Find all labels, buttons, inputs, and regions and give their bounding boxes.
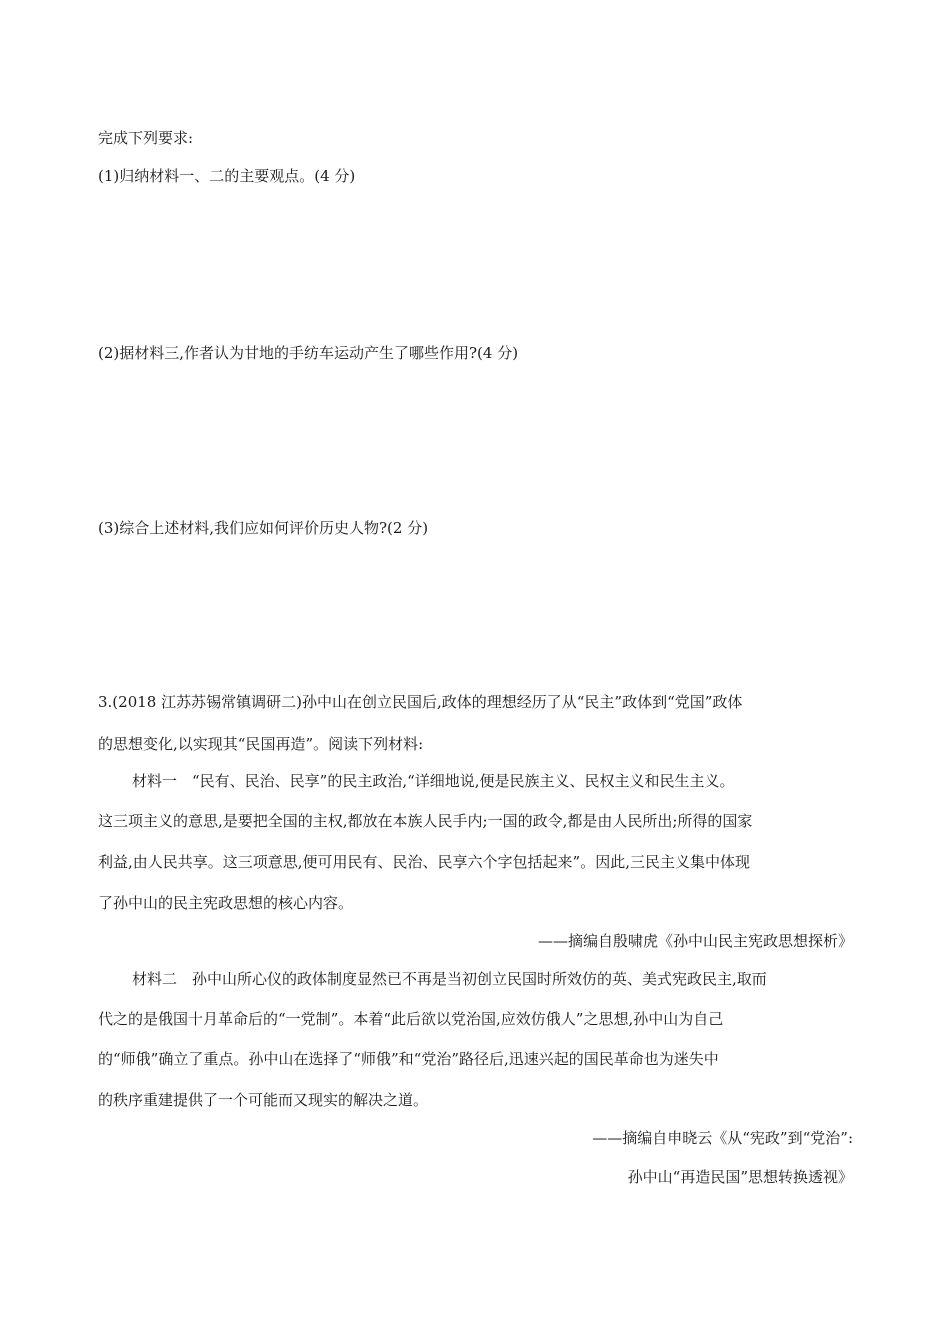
material-2-line-4: 的秩序重建提供了一个可能而又现实的解决之道。 — [98, 1091, 429, 1109]
material-2-line-3: 的“师俄”确立了重点。孙中山在选择了“师俄”和“党治”路径后,迅速兴起的国民革命也为迷失中 — [98, 1050, 719, 1068]
material-1-line-4: 了孙中山的民主宪政思想的核心内容。 — [98, 894, 354, 912]
material-1-source: ——摘编自殷啸虎《孙中山民主宪政思想探析》 — [537, 932, 853, 950]
question-1: (1)归纳材料一、二的主要观点。(4 分) — [98, 167, 356, 185]
question-3: (3)综合上述材料,我们应如何评价历史人物?(2 分) — [98, 519, 429, 537]
question-2: (2)据材料三,作者认为甘地的手纺车运动产生了哪些作用?(4 分) — [98, 344, 519, 362]
material-1-line-3: 利益,由人民共享。这三项意思,便可用民有、民治、民享六个字包括起来”。因此,三民主义集中体现 — [98, 853, 750, 871]
instructions: 完成下列要求: — [98, 129, 194, 147]
material-2-source-line-1: ——摘编自申晓云《从“宪政”到“党治”: — [592, 1129, 853, 1147]
material-1-line-2: 这三项主义的意思,是要把全国的主权,都放在本族人民手内;一国的政令,都是由人民所出;所得的国家 — [98, 812, 753, 830]
material-2-line-1: 材料二 孙中山所心仪的政体制度显然已不再是当初创立民国时所效仿的英、美式宪政民主,取而 — [132, 970, 767, 988]
material-1-line-1: 材料一 “民有、民治、民享”的民主政治,“详细地说,便是民族主义、民权主义和民生主义。 — [132, 772, 735, 790]
material-2-source-line-2: 孙中山“再造民国”思想转换透视》 — [627, 1168, 853, 1186]
problem-3-intro-line-2: 的思想变化,以实现其“民国再造”。阅读下列材料: — [98, 735, 424, 753]
problem-3-intro-line-1: 3.(2018 江苏苏锡常镇调研二)孙中山在创立民国后,政体的理想经历了从“民主”政体到“党国”政体 — [98, 693, 743, 711]
material-2-line-2: 代之的是俄国十月革命后的“一党制”。本着“此后欲以党治国,应效仿俄人”之思想,孙中山为自己 — [98, 1010, 724, 1028]
